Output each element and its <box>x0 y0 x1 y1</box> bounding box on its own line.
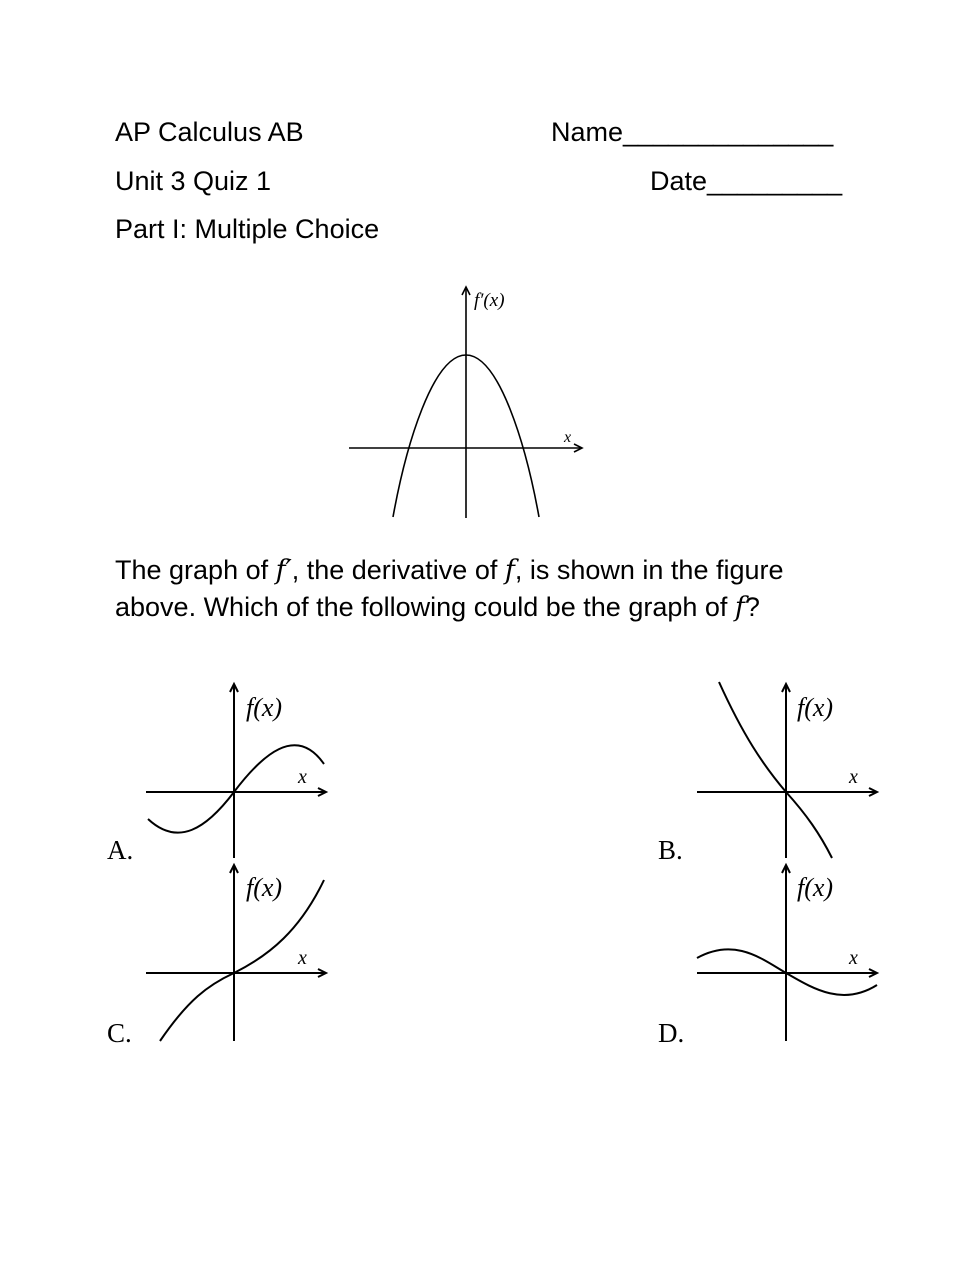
name-blank: ______________ <box>623 117 834 147</box>
derivative-x-label: x <box>564 429 572 446</box>
option-b-x-label: x <box>849 766 858 788</box>
option-c-y-label: f(x) <box>246 873 283 902</box>
option-c-letter[interactable]: C. <box>107 1018 132 1048</box>
question-line-2: above. Which of the following could be the graph of f? <box>115 592 760 623</box>
option-d-x-label: x <box>849 947 858 969</box>
option-a-y-label: f(x) <box>246 693 283 722</box>
part-heading: Part I: Multiple Choice <box>115 214 380 244</box>
option-b-letter[interactable]: B. <box>658 835 683 865</box>
name-label: Name <box>551 117 624 147</box>
option-d-letter[interactable]: D. <box>658 1018 685 1048</box>
quiz-title: Unit 3 Quiz 1 <box>115 166 272 196</box>
option-a-x-label: x <box>298 766 307 788</box>
option-a-letter[interactable]: A. <box>107 835 134 865</box>
option-d-y-label: f(x) <box>797 873 834 902</box>
date-blank: _________ <box>707 166 843 196</box>
derivative-y-label: f′(x) <box>474 290 505 311</box>
date-label: Date <box>650 166 708 196</box>
question-line-1: The graph of f′, the derivative of f, is shown in the figure <box>115 555 784 586</box>
option-b-y-label: f(x) <box>797 693 834 722</box>
option-c-x-label: x <box>298 947 307 969</box>
course-title: AP Calculus AB <box>115 117 304 147</box>
